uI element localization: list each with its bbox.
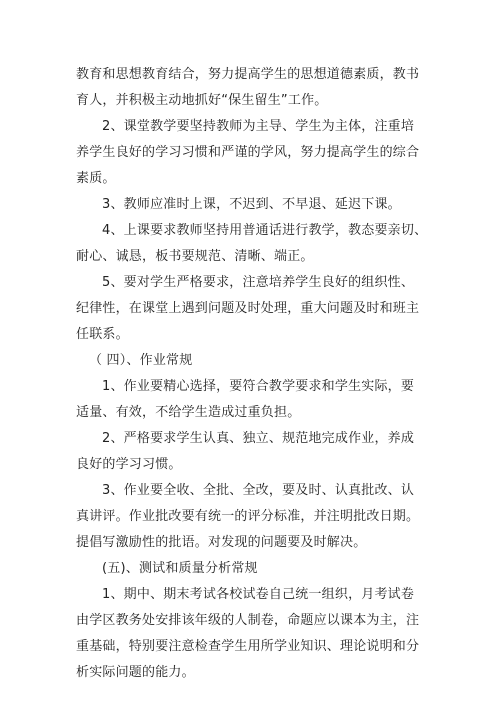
text-line: 适量、有效，不给学生造成过重负担。 [76,405,301,420]
text-line: 2、严格要求学生认真、独立、规范地完成作业，养成 [102,431,415,446]
text-line: 育人，并积极主动地抓好“保生留生”工作。 [76,93,328,108]
text-line: 1、期中、期末考试各校试卷自己统一组织，月考试卷 [102,587,415,602]
text-line: 教育和思想教育结合，努力提高学生的思想道德素质，教书 [76,67,420,82]
text-line: 纪律性，在课堂上遇到问题及时处理，重大问题及时和班主 [76,301,420,316]
section-heading: （ 四）、作业常规 [89,353,193,368]
text-line: 素质。 [76,171,116,186]
text-line: 任联系。 [76,327,129,342]
text-line: 养学生良好的学习习惯和严谨的学风，努力提高学生的综合 [76,145,420,160]
text-line: 提倡写激励性的批语。对发现的问题要及时解决。 [76,535,367,550]
text-line: 重基础，特别要注意检查学生用所学业知识、理论说明和分 [76,639,420,654]
section-heading: (五)、测试和质量分析常规 [102,561,258,576]
text-line: 析实际问题的能力。 [76,665,195,680]
text-line: 耐心、诚恳，板书要规范、清晰、端正。 [76,249,314,264]
text-line: 5、要对学生严格要求，注意培养学生良好的组织性、 [102,275,415,290]
document-body [76,62,428,686]
text-line: 1、作业要精心选择，要符合教学要求和学生实际，要 [102,379,415,394]
text-line: 真讲评。作业批改要有统一的评分标准，并注明批改日期。 [76,509,420,524]
text-line: 3、作业要全收、全批、全改，要及时、认真批改、认 [102,483,415,498]
text-line: 3、教师应准时上课，不迟到、不早退、延迟下课。 [102,197,401,212]
text-line: 2、课堂教学要坚持教师为主导、学生为主体，注重培 [102,119,415,134]
text-line: 良好的学习习惯。 [76,457,182,472]
text-line: 4、上课要求教师坚持用普通话进行教学，教态要亲切、 [102,223,428,238]
text-line: 由学区教务处安排该年级的人制卷，命题应以课本为主，注 [76,613,420,628]
